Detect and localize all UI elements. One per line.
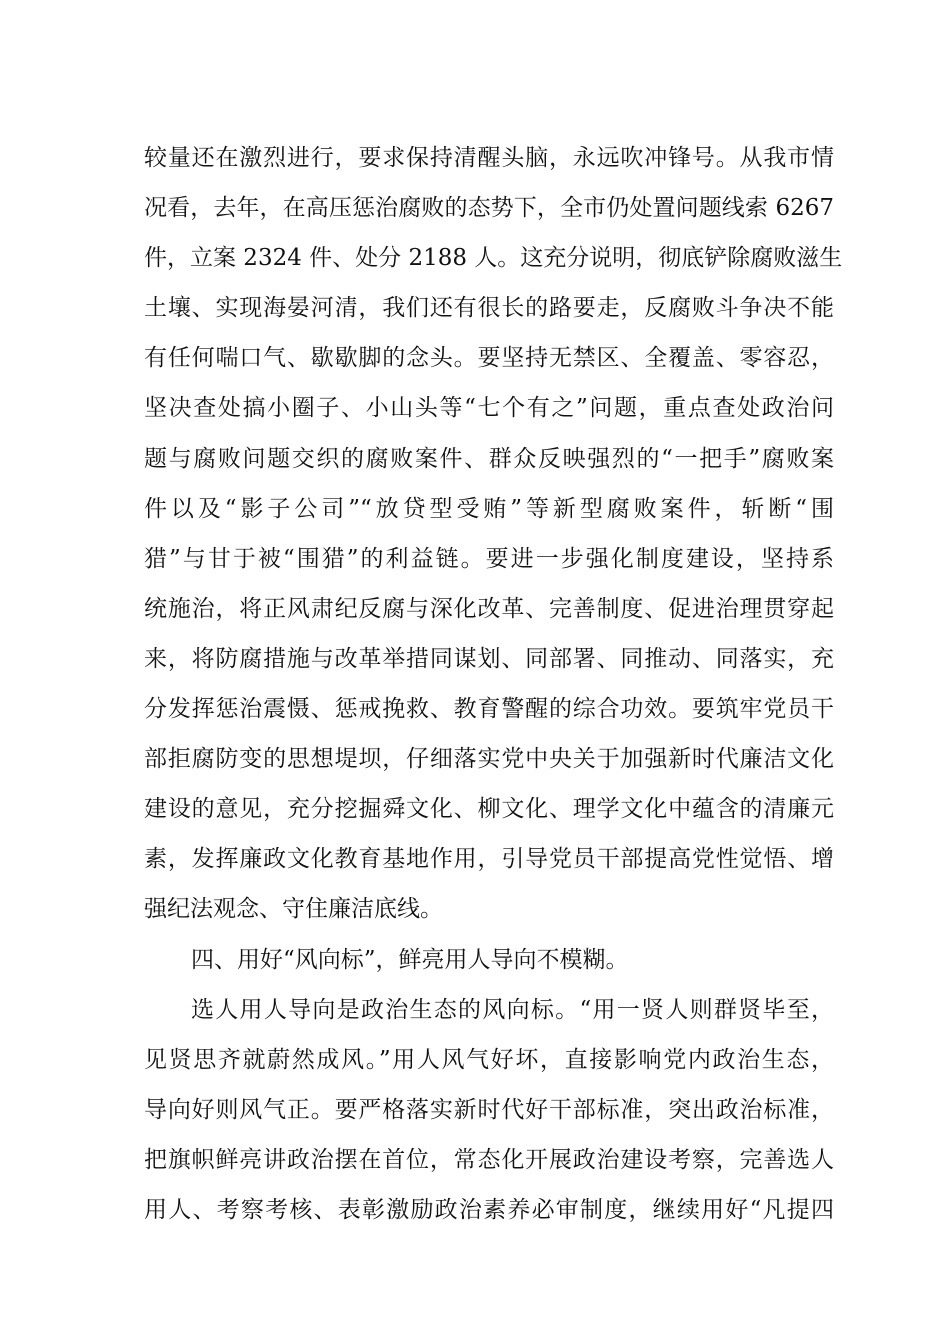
text-line: 见贤思齐就蔚然成风。”用人风气好坏，直接影响党内政治生态，	[144, 1046, 834, 1073]
text-line: 导向好则风气正。要严格落实新时代好干部标准，突出政治标准，	[144, 1096, 834, 1123]
text-line: 题与腐败问题交织的腐败案件、群众反映强烈的“一把手”腐败案	[144, 445, 834, 472]
text-line: 选人用人导向是政治生态的风向标。“用一贤人则群贤毕至，	[191, 996, 834, 1023]
text-line: 猎”与甘于被“围猎”的利益链。要进一步强化制度建设，坚持系	[144, 545, 834, 572]
text-line: 件，立案 2324 件、处分 2188 人。这充分说明，彻底铲除腐败滋生	[144, 245, 843, 272]
text-line: 统施治，将正风肃纪反腐与深化改革、完善制度、促进治理贯穿起	[144, 595, 834, 622]
text-line: 把旗帜鲜亮讲政治摆在首位，常态化开展政治建设考察，完善选人	[144, 1146, 834, 1173]
text-line: 分发挥惩治震慑、惩戒挽救、教育警醒的综合功效。要筑牢党员干	[144, 696, 834, 723]
text-line: 部拒腐防变的思想堤坝，仔细落实党中央关于加强新时代廉洁文化	[144, 746, 834, 773]
text-line: 来，将防腐措施与改革举措同谋划、同部署、同推动、同落实，充	[144, 645, 834, 672]
text-line: 较量还在激烈进行，要求保持清醒头脑，永远吹冲锋号。从我市情	[144, 145, 834, 171]
text-line: 建设的意见，充分挖掘舜文化、柳文化、理学文化中蕴含的清廉元	[144, 796, 834, 823]
section-heading: 四、用好“风向标”，鲜亮用人导向不模糊。	[191, 946, 629, 973]
text-line: 坚决查处搞小圈子、小山头等“七个有之”问题，重点查处政治问	[144, 395, 834, 422]
text-line: 况看，去年，在高压惩治腐败的态势下，全市仍处置问题线索 6267	[144, 195, 834, 222]
text-line: 用人、考察考核、表彰激励政治素养必审制度，继续用好“凡提四	[144, 1196, 834, 1223]
text-line: 件以及“影子公司”“放贷型受贿”等新型腐败案件，斩断“围	[144, 495, 834, 522]
document-body	[144, 133, 843, 1235]
text-line: 土壤、实现海晏河清，我们还有很长的路要走，反腐败斗争决不能	[144, 295, 834, 322]
text-line: 有任何喘口气、歇歇脚的念头。要坚持无禁区、全覆盖、零容忍，	[144, 345, 834, 372]
text-line: 强纪法观念、守住廉洁底线。	[144, 896, 443, 923]
text-line: 素，发挥廉政文化教育基地作用，引导党员干部提高党性觉悟、增	[144, 846, 834, 873]
